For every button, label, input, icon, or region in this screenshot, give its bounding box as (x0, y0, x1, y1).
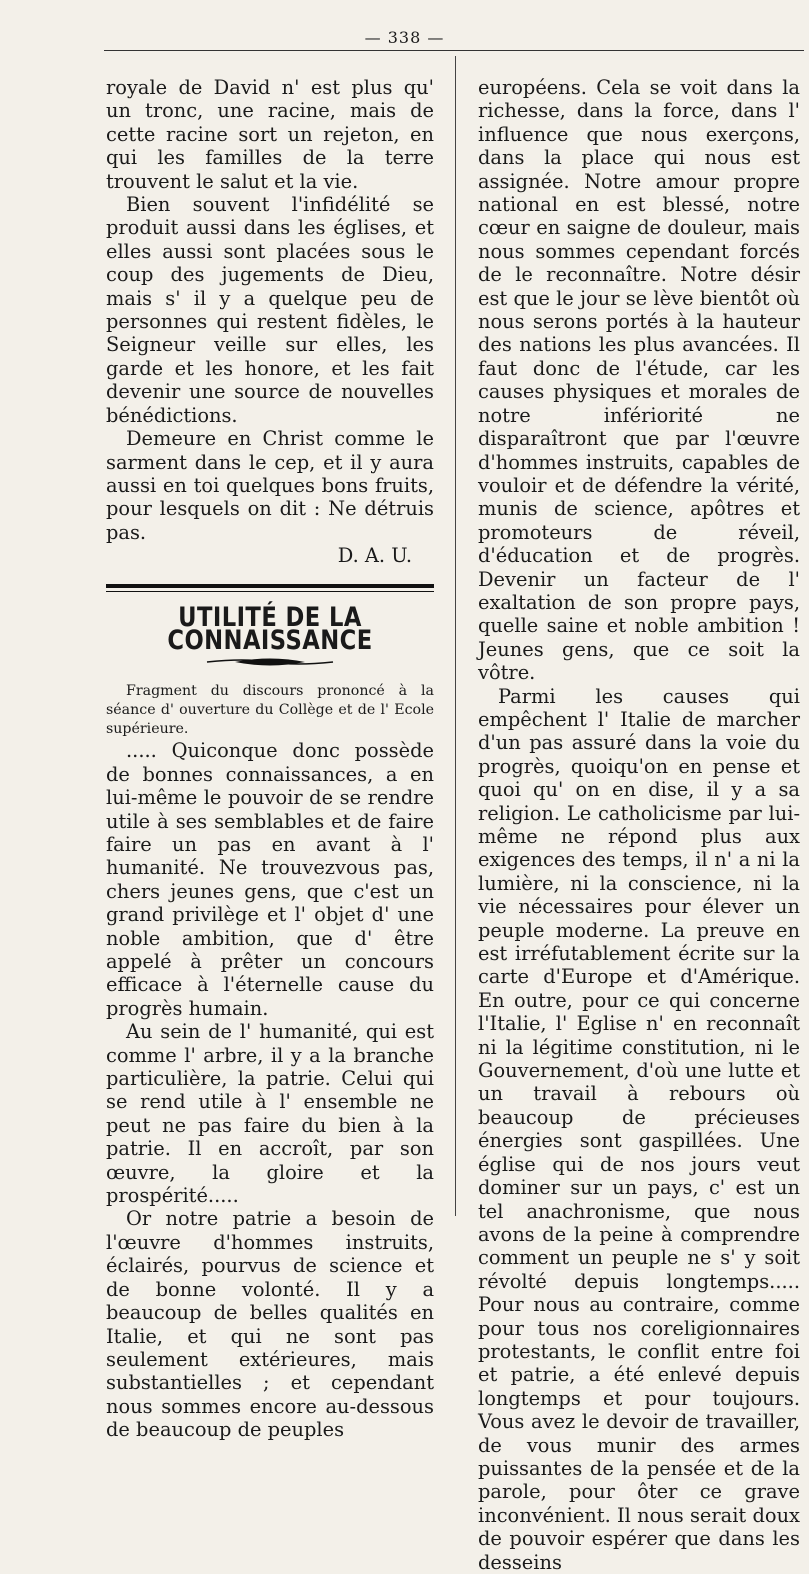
article-title: UTILITÉ DE LA CONNAISSANCE (167, 601, 373, 656)
paragraph: Parmi les causes qui empêchent l' Italie de marcher d'un pas assuré dans la voie du progrès, quoiqu'on en pense et quoi qu' on en dise, il y a sa religion. Le catholicisme par lui-même ne répond plus aux exigences des temps, il n' a ni la lumière, ni la conscience, ni la vie nécessaires pour élever un peuple moderne. La preuve en est irréfutablement écrite sur la carte d'Europe et d'Amérique. En outre, pour ce qui concerne l'Italie, l' Eglise n' en reconnaît ni la légitime constitution, ni le Gouvernement, d'où une lutte et un travail à rebours où beaucoup de précieuses énergies sont gaspillées. Une église qui de nos jours veut dominer sur un pays, c' est un tel anachronisme, que nous avons de la peine à comprendre comment un peuple ne s' y soit révolté depuis longtemps..... Pour nous au contraire, comme pour tous nos coreligionnaires protestants, le conflit entre foi et patrie, a été enlevé depuis longtemps et pour toujours. Vous avez le devoir de travailler, de vous munir des armes puissantes de la pensée et de la parole, pour ôter ce grave inconvénient. Il nous serait doux de pouvoir espérer que dans les desseins (478, 684, 800, 1574)
paragraph: Or notre patrie a besoin de l'œuvre d'hommes instruits, éclairés, pourvus de science et de bonne volonté. Il y a beaucoup de belles qualités en Italie, et qui ne sont pas seulement extérieures, mais substantielles ; et cependant nous sommes encore au-dessous de beaucoup de peuples (106, 1207, 434, 1442)
signature: D. A. U. (337, 544, 412, 568)
ornament-divider-icon (205, 656, 335, 668)
title-rule-thin (106, 591, 434, 592)
paragraph: ..... Quiconque donc possède de bonnes connaissances, a en lui-même le pouvoir de se rendre utile à ses semblables et de faire faire un pas en avant à l' humanité. Ne trouvezvous pas, chers jeunes gens, que c'est un grand privilège et l' objet d' une noble ambition, que d' être appelé à prêter un concours efficace à l'éternelle cause du progrès humain. (106, 739, 434, 1020)
title-rule-thick (106, 584, 434, 588)
paragraph: Bien souvent l'infidélité se produit aussi dans les églises, et elles aussi sont placées sous le coup des jugements de Dieu, mais s' il y a quelque peu de personnes qui restent fidèles, le Seigneur veille sur elles, les garde et les honore, et les fait devenir une source de nouvelles bénédictions. (106, 193, 434, 427)
header-rule (104, 50, 804, 51)
left-column (106, 76, 434, 1442)
column-divider (455, 56, 456, 1216)
paragraph: royale de David n' est plus qu' un tronc, une racine, mais de cette racine sort un rejeton, en qui les familles de la terre trouvent le salut et la vie. (106, 76, 434, 193)
paragraph: Demeure en Christ comme le sarment dans le cep, et il y aura aussi en toi quelques bons fruits, pour lesquels on dit : Ne détruis pas. (106, 427, 434, 544)
article-subtitle: Fragment du discours prononcé à la séance d' ouverture du Collège et de l' Ecole supérieure. (106, 683, 434, 738)
paragraph: européens. Cela se voit dans la richesse, dans la force, dans l' influence que nous exerçons, dans la place qui nous est assignée. Notre amour propre national en est blessé, notre cœur en saigne de douleur, mais nous sommes cependant forcés de le reconnaître. Notre désir est que le jour se lève bientôt où nous serons portés à la hauteur des nations les plus avancées. Il faut donc de l'étude, car les causes physiques et morales de notre infériorité ne disparaîtront que par l'œuvre d'hommes instruits, capables de vouloir et de défendre la vérité, munis de science, apôtres et promoteurs de réveil, d'éducation et de progrès. Devenir un facteur de l' exaltation de son propre pays, quelle saine et noble ambition ! Jeunes gens, que ce soit la vôtre. (478, 76, 800, 685)
page-number: — 338 — (364, 28, 445, 47)
paragraph: Au sein de l' humanité, qui est comme l' arbre, il y a la branche particulière, la patrie. Celui qui se rend utile à l' ensemble ne peut ne pas faire du bien à la patrie. Il en accroît, par son œuvre, la gloire et la prospérité..... (106, 1020, 434, 1208)
right-column (478, 76, 800, 1574)
